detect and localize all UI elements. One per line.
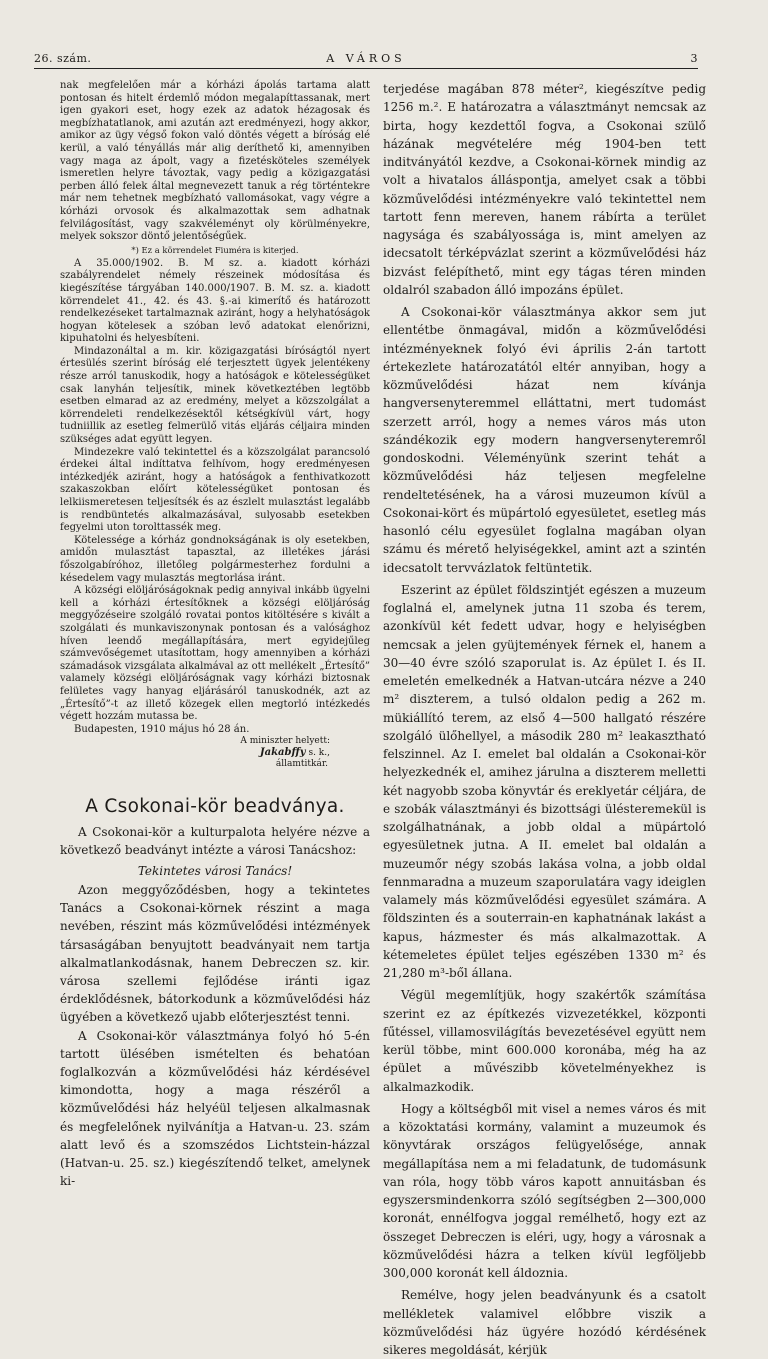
left-paragraph-2: A 35.000/1902. B. M sz. a. kiadott kórházi szabályrendelet némely részeinek módosítása és kiegészítése tárgyában 140.000/1907. B. M. sz. a. kiadott körrendelet 41., 42. és 43. §.-ai kimerítő és határozott rendelkezéseket tartalmaznak aziránt, hogy a helyhatóságok hogyan kötelesek a szóban levő adatokat elenőrizni, kipuhatolni és helyesbíteni. [60,257,370,345]
signature-name: Jakabffy [259,747,306,759]
footnote: *) Ez a körrendelet Fiuméra is kiterjed. [131,244,299,255]
right-paragraph-2: A Csokonai-kör választmánya akkor sem jut ellentétbe önmagával, midőn a közművelődési intézményeknek folyó évi április 2-án tartott értekezlete határozatától eltér annyiban, hogy a közművelődési házat nem kívánja hangversenyteremmel elláttatni, mert tudomást szerzett arról, hogy a nemes város más uton szándékozik egy modern hangversenyteremről gondoskodni. Véleményünk szerint tehát a közművelődési ház teljesen megfelelne rendeltetésének, ha a városi muzeumon kívül a Csokonai-kört és müpártoló egyesületet, esetleg más hasonló célu egyesület foglalna magában olyan számu és mérető helyiségekkel, amint azt a szintén idecsatolt tervvázlatok feltüntetik. [383,305,706,575]
right-paragraph-3: Eszerint az épület földszintjét egészen a muzeum foglalná el, amelynek jutna 11 szoba és terem, azonkívül két fedett udvar, hogy e helyiségben nemcsak a jelen gyüjtemények férnek el, hanem a 30—40 évre szóló szaporulat is. Az épület I. és II. emeletén emelkednék a Hatvan-utcára nézve a 240 m² diszterem, a tulsó oldalon pedig a 262 m. mükiállító terem, az első 4—500 hallgató részére szolgáló ülőhellyel, a második 280 m² leakasztható felszinnel. Az I. emelet bal oldalán a Csokonai-kör helyezkednék el, amihez járulna a diszterem melletti két nagyobb szoba könyvtár és ereklyetár céljára, de e szobák választmányi és bizottsági ülésteremekül is szolgálhatnának, a jobb oldal a müpártoló egyesületnek jutna. A II. emelet bal oldalán a muzeumőr négy szobás lakása volna, a jobb oldal fennmaradna a muzeum szaporulatára vagy ideiglen valamely más közművelődési egyesület számára. A földszinten és a souterrain-en kaphatnának lakást a kapus, házmester és más alkalmazottak. A kétemeletes épület teljes egészében 1330 m² és 21,280 m³-ből állana. [383,582,706,980]
article-title: A Csokonai-kör beadványa. [85,796,345,818]
left-column [60,80,370,1190]
date-line: Budapesten, 1910 május hó 28 án. [74,723,250,735]
right-column [383,80,706,1359]
signature-suffix: s. k., [305,748,330,759]
page-number: 3 [690,52,698,65]
article-intro: A Csokonai-kör a kulturpalota helyére nézve a következő beadványt intézte a városi Tanácshoz: [60,825,370,858]
signature-line: A miniszter helyett: [240,736,330,747]
article-paragraph-1: Azon meggyőződésben, hogy a tekintetes Tanács a Csokonai-körnek részint a maga nevében, részint más közművelődési intézmények társaságában benyujtott beadványait nem tartja alkalmatlankodásnak, hanem Debreczen sz. kir. városa szellemi fejlődése iránti igaz érdeklődésnek, bátorkodunk a közművelődési ház ügyében a következő ujabb előterjesztést tenni. [60,882,370,1025]
right-paragraph-1: terjedése magában 878 méter², kiegészítve pedig 1256 m.². E határozatra a választmányt nemcsak az birta, hogy kezdettől fogva, a Csokonai szülő házának megvételére még 1904-ben tett inditványától kezdve, a Csokonai-körnek mindig az volt a hivatalos álláspontja, amelyet csak a többi közművelődési intézményekre való tekintettel nem tartott fenn mereven, hanem rábírta a terület nagysága és szabályossága is, mint amelyen az idecsatolt térképvázlat szerint a közművelődési ház bizvást felépíthető, mint egy tágas téren minden oldalról szabadon álló impozáns épület. [383,82,706,297]
header-rule [34,68,698,69]
journal-title: A VÁROS [326,52,406,65]
left-paragraph-6: A községi elöljáróságoknak pedig annyival inkább ügyelni kell a kórházi értesítőknek a községi elöljáróság meggyőzéseire szolgáló rovatai pontos kitöltésére s kivált a szolgálati és munkaviszonynak pontosan és a valósághoz híven leendő megállapítására, mert egyidejűleg számvevőségemet utasítottam, hogy amennyiben a kórházi számadások vizsgálata alkalmával az ott mellékelt „Értesítő” valamely községi elöljáróságnak vagy kórházi biztosnak felületes vagy hanyag eljárásáról tanuskodnék, azt az „Értesítő”-t az illető közegek ellen megtorló intézkedés végett hozzám mutassa be. [60,585,370,723]
signature-block [60,736,330,770]
article-paragraph-2: A Csokonai-kör választmánya folyó hó 5-én tartott ülésében ismételten és behatóan foglalkozván a közművelődési ház kérdésével kimondotta, hogy a maga részéről a közművelődési ház helyéül teljesen alkalmasnak és megfelelőnek nyilvánítja a Hatvan-u. 23. szám alatt levő és a szomszédos Lichtstein-házzal (Hatvan-u. 25. sz.) kiegészítendő telket, amelynek ki- [60,1028,370,1189]
left-paragraph-4: Mindezekre való tekintettel és a közszolgálat parancsoló érdekei által indíttatva felhívom, hogy eredményesen intézkedjék aziránt, hogy a hatóságok a fenthivatkozott szakaszokban előírt kötelességüket pontosan és lelkiismeretesen teljesítsék és az észlelt mulasztást legalább is rendbüntetés alkalmazásával, sulyosabb esetekben fegyelmi uton torolttassék meg. [60,446,370,534]
right-paragraph-6: Remélve, hogy jelen beadványunk és a csatolt mellékletek valamivel előbbre viszik a közművelődési ház ügyére hozódó kérdésének sikeres megoldását, kérjük [383,1288,706,1357]
left-paragraph-5: Kötelessége a kórház gondnokságának is oly esetekben, amidőn mulasztást tapasztal, az illetékes járási főszolgabíróhoz, illetőleg polgármesterhez fordulni a késedelem vagy mulasztás megtorlása iránt. [60,534,370,584]
left-paragraph-3: Mindazonáltal a m. kir. közigazgatási bíróságtól nyert értesülés szerint bíróság elé terjesztett ügyek jelentékeny része arról tanuskodik, hogy a hatóságok e kötelességüket csak lanyhán teljesítik, minek következtében legtöbb esetben elmarad az az eredmény, melyet a közszolgálat a körrendeleti rendelkezésektől kétségkívül várt, hogy tudniillik az esetleg felmerülő vitás eljárás céljaira minden szükséges adat együtt legyen. [60,345,370,446]
signature-rank: államtitkár. [275,759,328,770]
article [60,796,370,1190]
article-salutation: Tekintetes városi Tanács! [137,863,293,878]
left-paragraph-1: nak megfelelően már a kórházi ápolás tartama alatt pontosan és hitelt érdemlő módon megalapíttassanak, mert igen gyakori eset, hogy ezek az adatok hézagosak és megbízhatatlanok, ami azután azt eredményezi, hogy akkor, amikor az ügy végső fokon való döntés végett a bíróság elé kerül, a való tényállás már alig deríthető ki, amennyiben vagy maga az ápolt, vagy a fizetésköteles személyek ismeretlen helyre távoztak, vagy pedig a közigazgatási perben álló felek által megnevezett tanuk a rég történtekre már nem tehetnek megbízható vallomásokat, vagy végre a kórházi orvosok és alkalmazottak sem adhatnak felvilágosítást, vagy szakvéleményt oly körülményekre, melyek sokszor döntő jelentőségűek. [60,80,370,243]
issue-number: 26. szám. [34,52,92,65]
right-paragraph-4: Végül megemlítjük, hogy szakértők számítása szerint ez az építkezés vizvezetékkel, központi fűtéssel, villamosvilágítás bevezetésével együtt nem kerül többe, mint 600.000 koronába, még ha az épület a művészibb követelményekhez is alkalmazkodik. [383,988,706,1094]
right-paragraph-5: Hogy a költségből mit visel a nemes város és mit a közoktatási kormány, valamint a muzeumok és könyvtárak országos felügyelősége, annak megállapítása nem a mi feladatunk, de tudomásunk van róla, hogy több város kapott annuitásban és egyszersmindenkorra szóló segítségben 2—300,000 koronát, ennélfogva joggal remélhető, hogy ezt az összeget Debreczen is eléri, ugy, hogy a városnak a közművelődési házra a telken kívül legföljebb 300,000 koronát kell áldoznia. [383,1101,706,1280]
